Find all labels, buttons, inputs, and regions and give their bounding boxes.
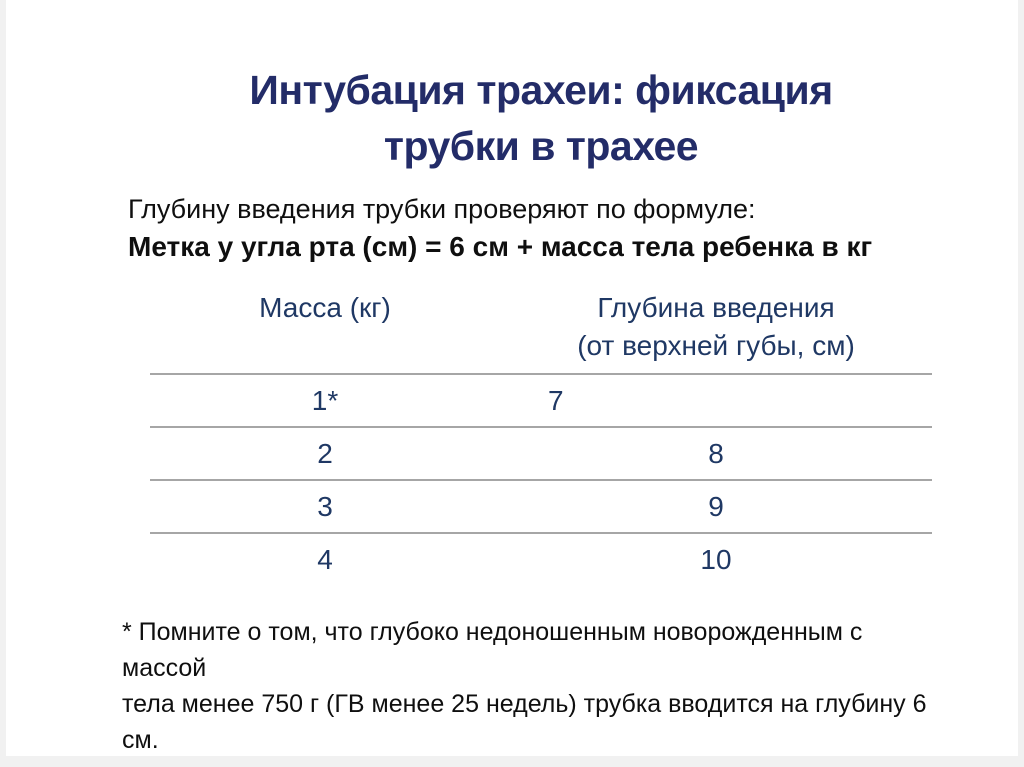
table-row bbox=[150, 426, 932, 479]
depth-table bbox=[150, 289, 932, 585]
slide bbox=[6, 0, 1018, 756]
footnote-line-1: * Помните о том, что глубоко недоношенным новорожденным с массой bbox=[122, 618, 863, 682]
mass-cell: 3 bbox=[317, 490, 333, 522]
table-row bbox=[150, 479, 932, 532]
depth-cell: 7 bbox=[548, 384, 564, 416]
formula-text: Метка у угла рта (см) = 6 см + масса тела ребенка в кг bbox=[128, 231, 873, 262]
formula-block bbox=[128, 192, 968, 265]
depth-column-header bbox=[500, 289, 932, 365]
page-title-line-1: Интубация трахеи: фиксация bbox=[249, 67, 833, 113]
footnote-line-2: тела менее 750 г (ГВ менее 25 недель) трубка вводится на глубину 6 bbox=[122, 690, 927, 718]
table-row bbox=[150, 373, 932, 426]
footnote bbox=[122, 614, 932, 758]
depth-cell: 10 bbox=[700, 543, 732, 575]
depth-cell: 8 bbox=[708, 437, 724, 469]
page-title bbox=[64, 62, 1018, 174]
mass-cell: 2 bbox=[317, 437, 333, 469]
depth-column-header-line-2: (от верхней губы, см) bbox=[577, 330, 855, 361]
intro-text: Глубину введения трубки проверяют по формуле: bbox=[128, 194, 756, 224]
mass-cell: 4 bbox=[317, 543, 333, 575]
mass-cell: 1* bbox=[311, 384, 339, 416]
mass-column-header: Масса (кг) bbox=[259, 292, 391, 323]
page-title-line-2: трубки в трахее bbox=[383, 123, 699, 169]
depth-column-header-line-1: Глубина введения bbox=[597, 292, 835, 323]
table-header bbox=[150, 289, 932, 373]
table-row bbox=[150, 532, 932, 585]
footnote-line-3: см. bbox=[122, 726, 159, 754]
depth-cell: 9 bbox=[708, 490, 724, 522]
